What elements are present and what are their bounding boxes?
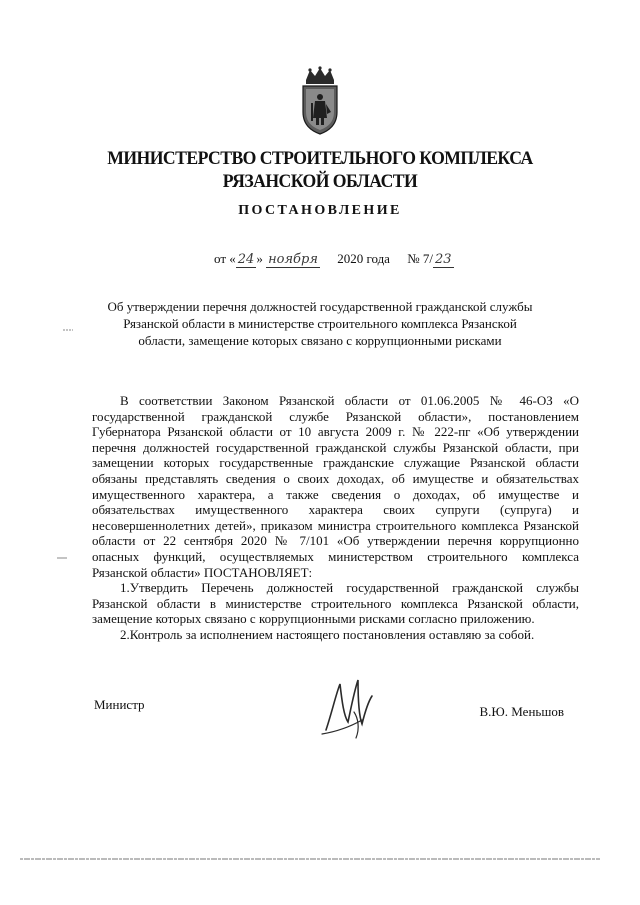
scan-bottom-edge bbox=[20, 858, 600, 860]
coat-of-arms-emblem bbox=[296, 66, 344, 136]
signatory-name: В.Ю. Меньшов bbox=[479, 704, 564, 719]
doc-number-label: № 7/ bbox=[407, 251, 433, 266]
document-type-heading: ПОСТАНОВЛЕНИЕ bbox=[238, 203, 402, 218]
signatory-title: Министр bbox=[94, 697, 145, 712]
ministry-title-line2: РЯЗАНСКОЙ ОБЛАСТИ bbox=[222, 171, 418, 192]
ministry-title bbox=[22, 147, 617, 193]
date-day: 24 bbox=[237, 252, 255, 267]
handwritten-signature bbox=[318, 672, 378, 742]
body-item-1: 1.Утвердить Перечень должностей государственной гражданской службы Рязанской области в министерстве строительного комплекса Рязанской области, замещение которых связано с коррупционными рисками согласно приложению. bbox=[92, 580, 579, 627]
doc-number-value: 23 bbox=[434, 252, 452, 267]
scan-margin-mark bbox=[56, 556, 68, 560]
date-number-line bbox=[214, 251, 454, 267]
body-paragraph-main: В соответствии Законом Рязанской области от 01.06.2005 № 46-ОЗ «О государственной гражданской службе Рязанской области», постановлением Губернатора Рязанской области от 10 августа 2009 г. № 222-пг «Об утверждении перечня должностей государственной гражданской службы Рязанской области, при замещении которых государственные гражданские служащие Рязанской области обязаны представлять сведения о своих доходах, об имуществе и обязательствах имущественного характера, а также сведения о доходах, об имуществе и обязательствах имущественного характера своих супруги (супруга) и несовершеннолетних детей», приказом министра строительного комплекса Рязанской области от 22 сентября 2020 № 7/101 «Об утверждении перечня коррупционно опасных функций, осуществляемых министерством строительного комплекса Рязанской области» ПОСТАНОВЛЯЕТ: bbox=[92, 393, 579, 580]
ministry-title-line1: МИНИСТЕРСТВО СТРОИТЕЛЬНОГО КОМПЛЕКСА bbox=[107, 148, 533, 169]
document-subject: Об утверждении перечня должностей государственной гражданской службы Рязанской области в министерстве строительного комплекса Рязанской области, замещение которых связано с коррупционными рисками bbox=[107, 299, 533, 348]
date-prefix: от « bbox=[214, 251, 236, 266]
body-item-2: 2.Контроль за исполнением настоящего постановления оставляю за собой. bbox=[120, 626, 535, 642]
document-body bbox=[92, 393, 579, 643]
date-year: 2020 года bbox=[337, 251, 390, 266]
date-mid: » bbox=[256, 251, 263, 266]
scan-margin-mark bbox=[62, 328, 74, 332]
date-month: ноября bbox=[268, 252, 318, 267]
